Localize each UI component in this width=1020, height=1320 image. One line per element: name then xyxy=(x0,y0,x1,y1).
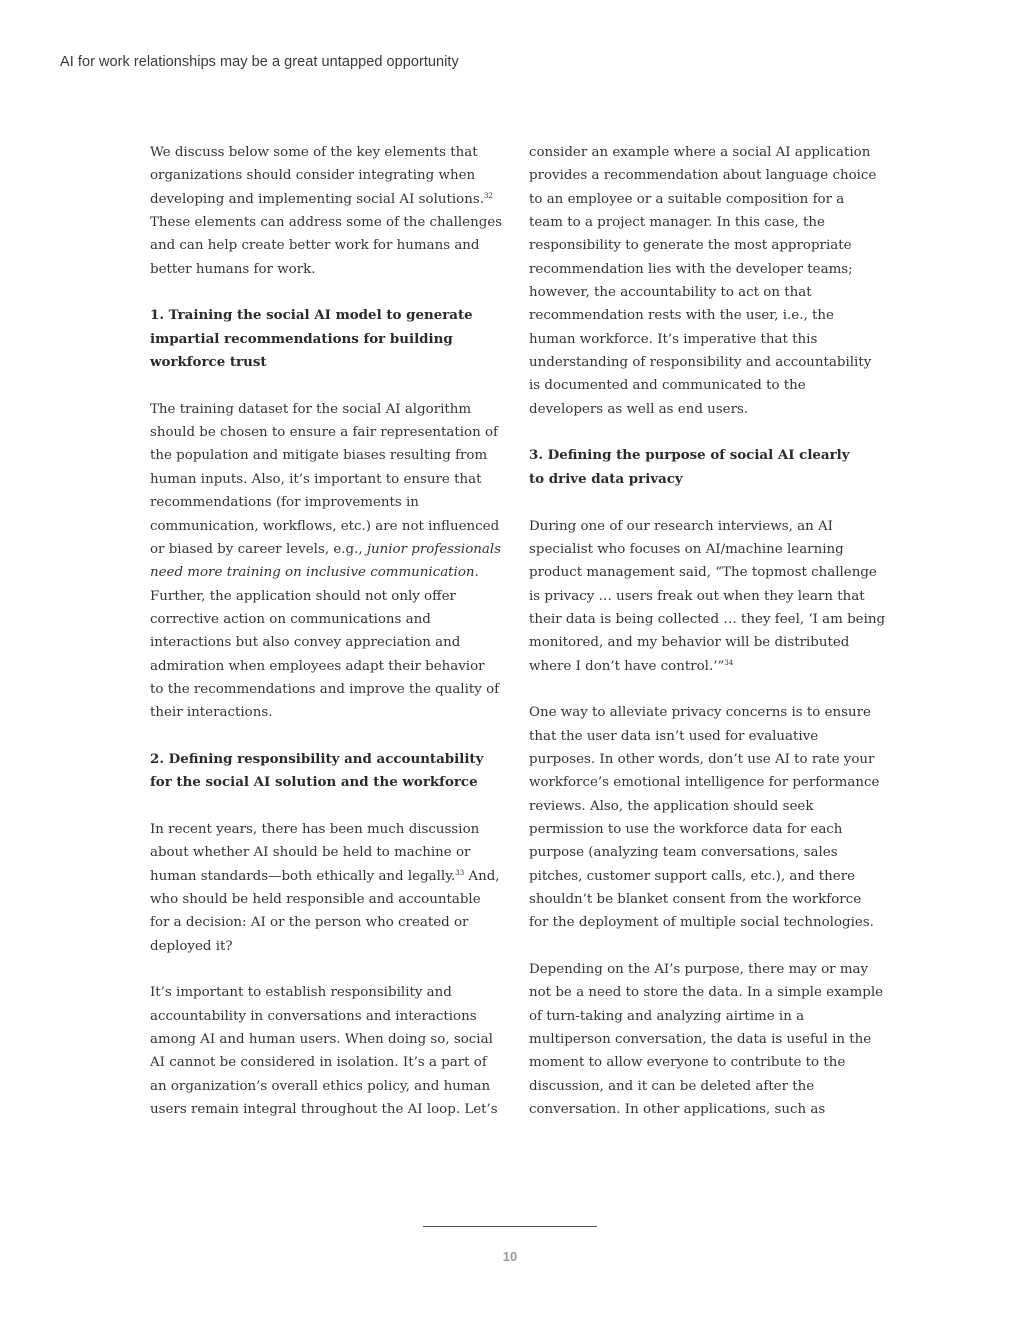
italic-example: junior professionals xyxy=(366,541,502,557)
text-line: We discuss below some of the key elements that xyxy=(150,145,478,160)
text-line: for a decision: AI or the person who created or xyxy=(150,915,469,931)
text-line: need more training on inclusive communication. xyxy=(150,565,479,581)
section-3-paragraph-1 xyxy=(529,515,886,678)
text-line: purpose (analyzing team conversations, sales xyxy=(529,845,838,861)
text-line: of turn-taking and analyzing airtime in a xyxy=(529,1008,805,1024)
section-2-paragraph-1 xyxy=(150,818,500,958)
text-line: understanding of responsibility and accountability xyxy=(529,355,872,371)
text-line: for the deployment of multiple social technologies. xyxy=(529,915,874,931)
text-line: team to a project manager. In this case, the xyxy=(529,215,825,231)
text-line: deployed it? xyxy=(150,938,233,954)
text-line: provides a recommendation about language choice xyxy=(529,168,877,184)
section-1-paragraph xyxy=(150,398,502,725)
right-column xyxy=(529,141,886,1145)
text-line: to an employee or a suitable composition for a xyxy=(529,191,845,207)
text-line: interactions but also convey appreciation and xyxy=(150,635,461,651)
text-line: that the user data isn’t used for evaluative xyxy=(529,728,819,744)
text-line: is documented and communicated to the xyxy=(529,378,806,394)
text-line: who should be held responsible and accountable xyxy=(150,892,481,907)
text-line: Depending on the AI’s purpose, there may or may xyxy=(529,962,869,978)
page-number: 10 xyxy=(502,1249,518,1264)
text-line: recommendation rests with the user, i.e., the xyxy=(529,308,834,324)
text-line: admiration when employees adapt their behavior xyxy=(150,658,485,674)
text-line: should be chosen to ensure a fair representation of xyxy=(150,425,498,441)
text-line: human workforce. It’s imperative that this xyxy=(529,331,818,347)
section-3-paragraph-3 xyxy=(529,958,884,1121)
footnote-ref-32[interactable]: 32 xyxy=(483,191,493,200)
text-line: monitored, and my behavior will be distributed xyxy=(529,635,850,651)
text-line: accountability in conversations and interactions xyxy=(150,1008,477,1024)
text-line: product management said, “The topmost challenge xyxy=(529,565,877,581)
text-line: however, the accountability to act on that xyxy=(529,285,812,301)
text-line: about whether AI should be held to machine or xyxy=(150,845,471,861)
text-line: Further, the application should not only offer xyxy=(150,588,456,604)
footer-divider xyxy=(423,1226,597,1227)
text-line: During one of our research interviews, an AI xyxy=(529,518,833,534)
text-line: responsibility to generate the most appropriate xyxy=(529,238,852,254)
text-line: AI cannot be considered in isolation. It’s a part of xyxy=(150,1055,487,1071)
text-line: the population and mitigate biases resulting from xyxy=(150,448,488,464)
running-header: AI for work relationships may be a great untapped opportunity xyxy=(60,54,459,70)
text-line: discussion, and it can be deleted after the xyxy=(529,1078,815,1094)
text-line: The training dataset for the social AI algorithm xyxy=(150,401,472,417)
text-line: moment to allow everyone to contribute to the xyxy=(529,1055,846,1071)
text-line: users remain integral throughout the AI loop. Let’s xyxy=(150,1102,498,1118)
section-3-paragraph-2 xyxy=(529,701,880,934)
text-line: recommendation lies with the developer teams; xyxy=(529,261,853,277)
text-line: permission to use the workforce data for each xyxy=(529,821,843,837)
text-line: human standards—both ethically and legally.$^{33}$ And, xyxy=(150,868,500,884)
text-line: These elements can address some of the challenges xyxy=(150,215,503,231)
text-line: to the recommendations and improve the quality of xyxy=(150,681,500,697)
text-line: workforce’s emotional intelligence for performance xyxy=(529,775,880,791)
text-line: better humans for work. xyxy=(150,261,316,277)
text-line: and can help create better work for humans and xyxy=(150,238,480,254)
text-line: where I don’t have control.’”$^{34}$ xyxy=(529,658,734,674)
text-line: consider an example where a social AI application xyxy=(529,145,871,160)
text-line: recommendations (for improvements in xyxy=(150,495,419,511)
text-line: specialist who focuses on AI/machine learning xyxy=(529,541,844,557)
text-line: shouldn’t be blanket consent from the workforce xyxy=(529,892,862,907)
text-line: corrective action on communications and xyxy=(150,611,431,627)
section-2-paragraph-2 xyxy=(150,981,496,1121)
text-line: It’s important to establish responsibility and xyxy=(150,985,452,1001)
section-3-heading: 3. Defining the purpose of social AI clearly to drive data privacy xyxy=(529,447,850,487)
text-line: communication, workflows, etc.) are not influenced xyxy=(150,518,500,534)
text-line: developers as well as end users. xyxy=(529,401,749,417)
text-line: their interactions. xyxy=(150,705,273,721)
text-line: not be a need to store the data. In a simple example xyxy=(529,985,884,1001)
text-line: multiperson conversation, the data is useful in the xyxy=(529,1032,872,1048)
footnote-ref-34[interactable]: 34 xyxy=(724,658,734,667)
section-2-heading: 2. Defining responsibility and accountability for the social AI solution and the workforce xyxy=(150,750,484,791)
text-line: or biased by career levels, e.g., junior professionals xyxy=(150,541,502,557)
text-line: is privacy … users freak out when they learn that xyxy=(529,588,865,604)
text-line: their data is being collected … they feel, ‘I am being xyxy=(529,611,886,627)
section-1-heading: 1. Training the social AI model to generate impartial recommendations for building workforce trust xyxy=(150,307,473,371)
text-line: human inputs. Also, it’s important to ensure that xyxy=(150,471,482,487)
text-line: One way to alleviate privacy concerns is to ensure xyxy=(529,705,871,721)
footnote-ref-33[interactable]: 33 xyxy=(455,868,465,877)
text-line: reviews. Also, the application should seek xyxy=(529,798,814,814)
text-line: organizations should consider integrating when xyxy=(150,168,476,184)
text-line: developing and implementing social AI solutions.$^{32}$ xyxy=(150,191,493,207)
continuation-paragraph xyxy=(529,141,877,421)
text-line: In recent years, there has been much discussion xyxy=(150,821,480,837)
italic-example: need more training on inclusive communication xyxy=(150,565,475,581)
intro-paragraph xyxy=(150,141,503,281)
text-line: an organization’s overall ethics policy, and human xyxy=(150,1078,491,1094)
text-line: conversation. In other applications, such as xyxy=(529,1102,826,1118)
text-line: purposes. In other words, don’t use AI to rate your xyxy=(529,751,875,767)
text-line: among AI and human users. When doing so, social xyxy=(150,1032,493,1048)
left-column xyxy=(150,141,503,1145)
text-line: pitches, customer support calls, etc.), and there xyxy=(529,868,856,884)
